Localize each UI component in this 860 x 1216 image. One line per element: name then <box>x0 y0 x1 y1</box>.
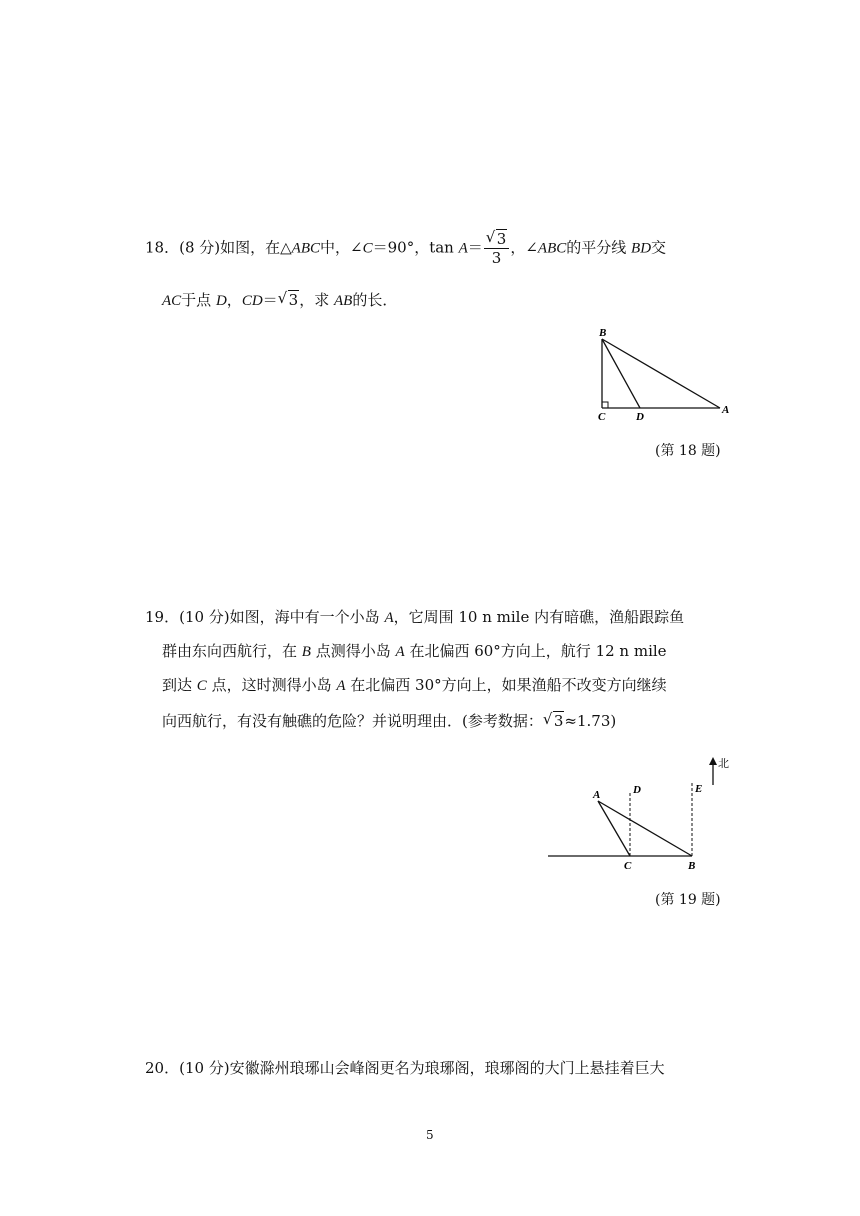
sqrt-three: √ 3 <box>278 290 300 310</box>
label-north: 北 <box>718 757 729 770</box>
label-A: A <box>593 789 601 801</box>
q20-line-1: 20．(10 分)安徽滁州琅琊山会峰阁更名为琅琊阁，琅琊阁的大门上悬挂着巨大 <box>145 1059 665 1077</box>
label-B: B <box>688 860 696 872</box>
tan-fraction: √ $\frac{3}{3}$ <box>484 230 510 267</box>
figure-19-navigation <box>545 755 745 875</box>
figure-19-caption: (第 19 题) <box>655 892 721 908</box>
page-number: 5 <box>426 1128 434 1142</box>
label-A: A <box>722 404 730 416</box>
label-E: E <box>695 783 703 795</box>
label-C: C <box>598 411 606 423</box>
q18-line-1: 18．(8 分)如图，在△ABC中，∠C＝90°，tan A＝ √ $\frac{3}{3}$ ，∠ABC的平分线 BD交 <box>145 230 666 267</box>
label-C: C <box>624 860 632 872</box>
label-B: B <box>599 327 607 339</box>
q19-line-4: 向西航行，有没有触礁的危险？并说明理由．(参考数据：√ 3≈1.73) <box>162 711 616 731</box>
q19-line-3: 到达 C 点，这时测得小岛 A 在北偏西 30°方向上，如果渔船不改变方向继续 <box>162 676 667 694</box>
figure-18-triangle <box>590 325 750 425</box>
q19-line-2: 群由东向西航行，在 B 点测得小岛 A 在北偏西 60°方向上，航行 12 n mile <box>162 642 667 660</box>
sqrt-three-ref: √ 3 <box>543 711 565 731</box>
q19-line-1: 19．(10 分)如图，海中有一个小岛 A，它周围 10 n mile 内有暗礁，渔船跟踪鱼 <box>145 608 685 626</box>
label-D: D <box>633 784 641 796</box>
q18-line-2: AC于点 D，CD＝√ 3，求 AB的长． <box>162 290 397 311</box>
label-D: D <box>636 411 644 423</box>
figure-18-caption: (第 18 题) <box>655 443 721 459</box>
